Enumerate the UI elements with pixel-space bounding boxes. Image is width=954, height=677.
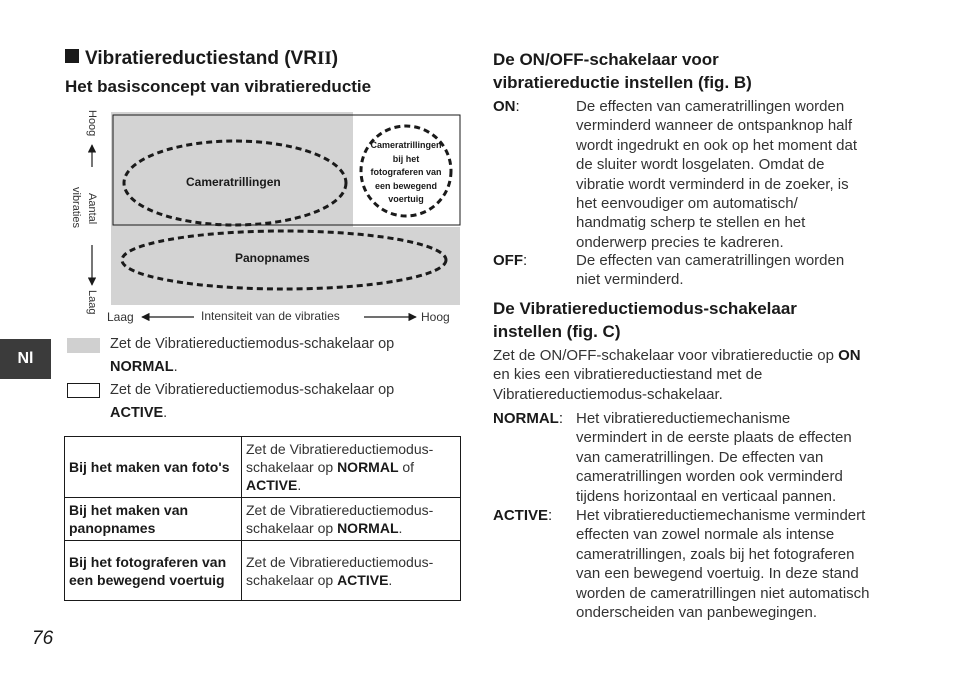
page-number: 76 — [32, 628, 54, 649]
legend-white-text: Zet de Vibratiereductiemodus-schakelaar op ACTIVE. — [110, 379, 394, 425]
section-title-text: Vibratiereductiestand (VR — [85, 48, 317, 69]
x-axis-label: Intensiteit van de vibraties — [201, 309, 340, 323]
y-axis-label: Aantal — [86, 193, 98, 225]
legend-gray-keyword: NORMAL — [110, 359, 174, 375]
legend-gray-swatch — [67, 338, 100, 353]
circle-line: fotograferen van — [370, 167, 442, 178]
normal-term: NORMAL: — [493, 410, 563, 427]
table-setting: Zet de Vibratiereductiemodus-schakelaar op ACTIVE. — [242, 541, 461, 601]
active-term: ACTIVE: — [493, 507, 553, 524]
legend-white-keyword: ACTIVE — [110, 405, 164, 421]
active-description: Het vibratiereductiemechanisme vermindert effecten van zowel normale als intense cameratrillingen, zoals bij het fotograferen van een bewegend voertuig. In deze stand worden de cameratrillingen niet automatisch onderscheiden van panbewegingen. — [576, 507, 870, 622]
circle-line: bij het — [392, 153, 420, 164]
language-tab: Nl — [0, 339, 51, 379]
camera-shake-label: Cameratrillingen — [186, 175, 281, 189]
mode-heading-line: De Vibratiereductiemodus-schakelaar — [493, 299, 797, 318]
off-term: OFF: — [493, 252, 528, 269]
legend-white-swatch — [67, 383, 100, 398]
onoff-heading-line: vibratiereductie instellen (fig. B) — [493, 73, 752, 92]
circle-line: voertuig — [388, 194, 424, 205]
y-high-label: Hoog — [86, 110, 98, 137]
section-title-suffix: II — [316, 48, 332, 69]
y-axis-label-2: vibraties — [70, 187, 82, 228]
onoff-heading-line: De ON/OFF-schakelaar voor — [493, 50, 719, 69]
table-situation: Bij het maken van foto's — [65, 437, 242, 498]
onoff-heading — [493, 48, 752, 94]
table-situation: Bij het maken van panopnames — [65, 498, 242, 541]
section-title — [65, 48, 338, 70]
vr-concept-diagram — [62, 105, 462, 330]
y-low-label: Laag — [86, 290, 98, 315]
legend-white-line: Zet de Vibratiereductiemodus-schakelaar op — [110, 382, 395, 398]
mode-heading — [493, 297, 797, 343]
x-low-label: Laag — [107, 310, 134, 324]
panning-label: Panopnames — [235, 251, 310, 265]
table-situation: Bij het fotograferen van een bewegend voertuig — [65, 541, 242, 601]
normal-description: Het vibratiereductiemechanisme vermindert in de eerste plaats de effecten van cameratrillingen. De effecten van cameratrillingen worden ook verminderd tijdens horizontaal en verticaal pannen. — [576, 410, 852, 505]
legend-gray-line: Zet de Vibratiereductiemodus-schakelaar op — [110, 336, 395, 352]
square-bullet-icon — [65, 49, 79, 63]
mode-heading-line: instellen (fig. C) — [493, 322, 621, 341]
section-subtitle: Het basisconcept van vibratiereductie — [65, 77, 372, 96]
normal-region-lower — [111, 227, 460, 305]
mode-intro: Zet de ON/OFF-schakelaar voor vibratiereductie op ON en kies een vibratiereductiestand met de Vibratiereductiemodus-schakelaar. — [493, 347, 861, 403]
legend-gray-text: Zet de Vibratiereductiemodus-schakelaar op NORMAL. — [110, 333, 394, 379]
table-row — [65, 437, 461, 498]
table-row — [65, 498, 461, 541]
mode-table — [64, 436, 461, 601]
section-title-close: ) — [331, 48, 339, 69]
circle-line: Cameratrillingen — [370, 140, 442, 150]
off-description: De effecten van cameratrillingen worden niet verminderd. — [576, 252, 845, 289]
on-description: De effecten van cameratrillingen worden verminderd wanneer de ontspanknop half wordt ingedrukt en ook op het moment dat de sluiter wordt losgelaten. Omdat de vibratie wordt verminderd in de zoeker, is het eenvoudiger om automatisch/ handmatig scherp te stellen en het onderwerp precies te kadreren. — [576, 98, 858, 251]
x-high-label: Hoog — [421, 310, 450, 324]
table-setting: Zet de Vibratiereductiemodus-schakelaar op NORMAL of ACTIVE. — [242, 437, 461, 498]
table-row — [65, 541, 461, 601]
on-term: ON: — [493, 98, 520, 115]
moving-vehicle-label — [361, 139, 451, 207]
circle-line: een bewegend — [374, 180, 437, 191]
table-setting: Zet de Vibratiereductiemodus-schakelaar op NORMAL. — [242, 498, 461, 541]
